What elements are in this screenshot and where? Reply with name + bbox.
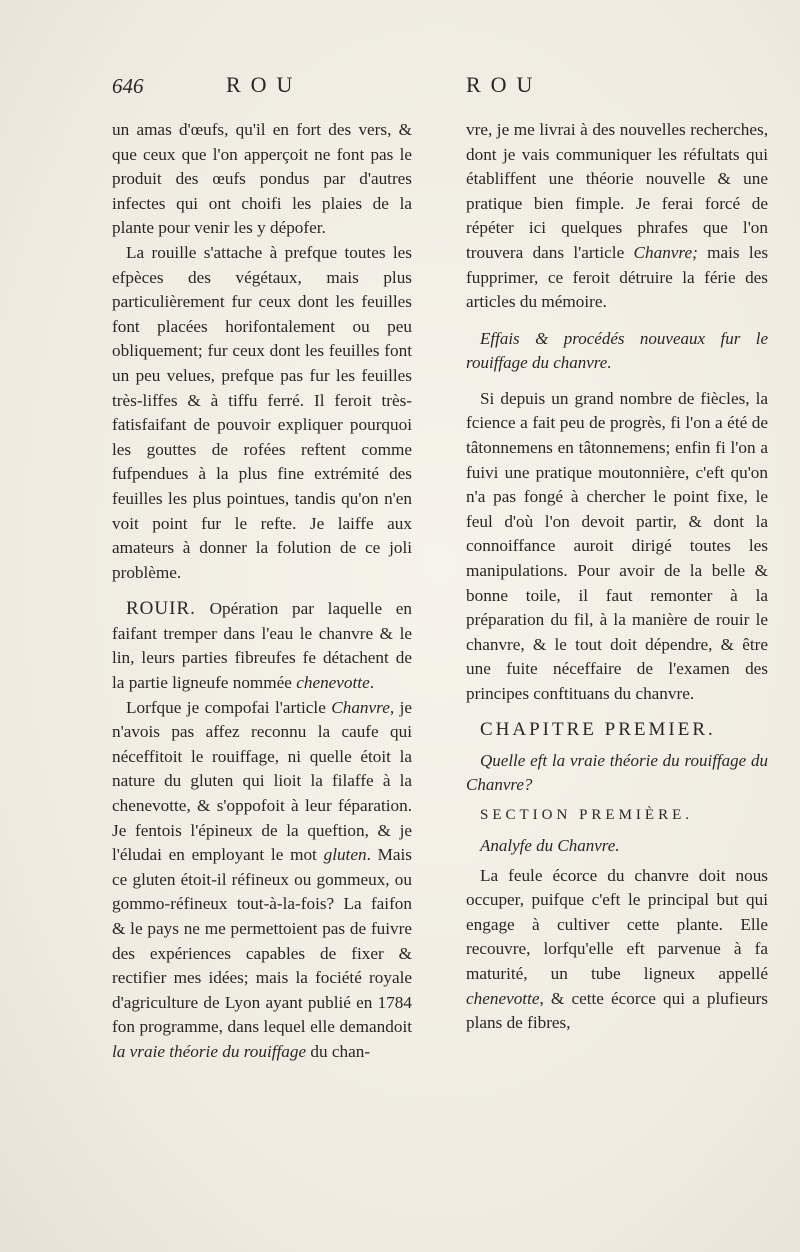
right-column [466,118,768,1036]
running-title-left: ROU [226,72,303,97]
section-subtitle: Analyfe du Chanvre. [480,835,620,855]
paragraph: un amas d'œufs, qu'il en fort des vers, & que ceux que l'on apperçoit ne font pas le produit des œufs pondus par d'autres infectes qui ont choifi les plaies de la plante pour venir les y dépofer. [112,120,412,238]
article-reference: Chanvre; [633,242,698,262]
program-title: la vraie théorie du rouiffage [112,1041,307,1061]
paragraph: Lorfque je compofai l'article Chanvre, je n'avois pas affez reconnu la caufe qui néceffitoit le rouiffage, ni quelle étoit la nature du gluten qui lioit la filaffe à la chenevotte, & s'oppofoit à leur féparation. Je fentois l'épineux de la queftion, & je l'éludai en employant le mot gluten. Mais ce gluten étoit-il réfineux ou gommeux, ou gommo-réfineux tout-à-la-fois? La faifon & le pays ne me permettoient pas de fuivre des expériences capables de fixer & rectifier mes idées; mais la fociété royale d'agriculture de Lyon ayant publié en 1784 fon programme, dans lequel elle demandoit la vraie théorie du rouiffage du chan- [112,697,412,1061]
running-header [112,72,740,102]
term-chenevotte: chenevotte [466,988,540,1008]
paragraph: vre, je me livrai à des nouvelles recherches, dont je vais communiquer les réfultats qui établiffent une théorie nouvelle & une pratique bien fimple. Je ferai forcé de répéter ici quelques phrafes que l'on trouvera dans l'article Chanvre; mais les fupprimer, ce feroit détruire la férie des articles du mémoire. [466,120,769,312]
chapter-heading: CHAPITRE PREMIER. [480,719,716,741]
paragraph: La rouille s'attache à prefque toutes les efpèces des végétaux, mais plus particulièrement fur ceux dont les feuilles font placées horifontalement ou peu obliquement; fur ceux dont les feuilles font un peu velues, prefque pas fur les feuilles très-liffes & à tiffu ferré. Il feroit très-fatisfaifant de pouvoir expliquer pourquoi les gouttes de rofées reftent comme fufpendues à la plus fine extrémité des feuilles les plus pointues, tandis qu'on n'en voit point fur le refte. Je laiffe aux amateurs à donner la folution de ce joli problème. [112,242,412,582]
section-heading: SECTION PREMIÈRE. [480,807,694,824]
chapter-subtitle: Quelle eft la vraie théorie du rouiffage du Chanvre? [466,751,768,795]
entry-definition-start: Opération par laquelle en faifant tremper dans l'eau le chanvre & le lin, leurs parties fibreufes fe détachent de la partie ligneufe nommée [112,599,413,693]
entry-term: chenevotte [296,673,370,693]
article-reference: Chanvre, [331,697,395,717]
paragraph: La feule écorce du chanvre doit nous occuper, puifque c'eft le principal but qui engage à cultiver cette plante. Elle recouvre, lorfqu'elle eft parvenue à fa maturité, un tube ligneux appellé chenevotte, & cette écorce qui a plufieurs plans de fibres, [466,865,768,1033]
dictionary-entry: ROUIR. Opération par laquelle en faifant tremper dans l'eau le chanvre & le lin, leurs parties fibreufes fe détachent de la partie ligneufe nommée chenevotte. [112,598,413,693]
term-gluten: gluten [323,845,367,865]
entry-headword: ROUIR. [126,598,196,620]
paragraph: Si depuis un grand nombre de fiècles, la fcience a fait peu de progrès, fi l'on a été de tâtonnemens en tâtonnemens; enfin fi l'on a fuivi une pratique moutonnière, c'eft qu'on n'a pas fongé à chercher le point fixe, le feul d'où l'on devoit partir, & dont la connoiffance auroit dirigé toutes les manipulations. Pour avoir de la belle & bonne toile, il faut remonter à la préparation du fil, à la manière de rouir le chanvre, & le tout doit dépendre, & être une fuite néceffaire de l'examen des principes conftituans du chanvre. [466,388,768,703]
running-title-right: ROU [466,72,543,97]
page-number: 646 [112,74,144,98]
left-column [112,118,412,1065]
section-heading-essais: Effais & procédés nouveaux fur le rouiffage du chanvre. [466,328,768,372]
